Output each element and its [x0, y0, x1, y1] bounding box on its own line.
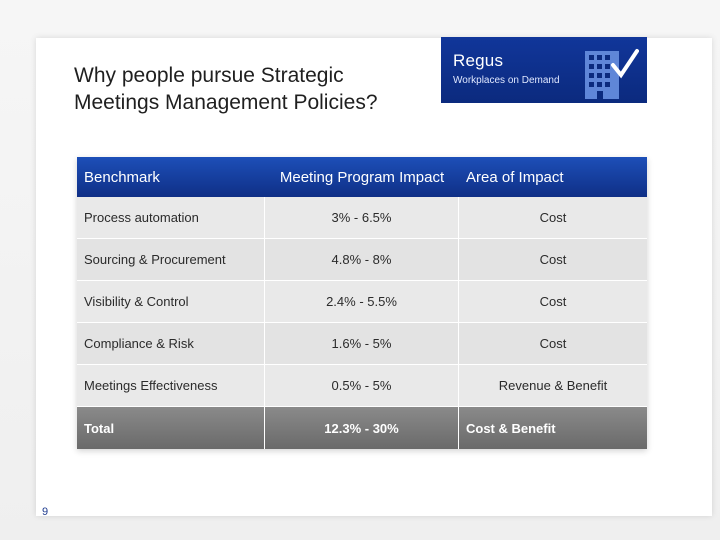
table-row [77, 281, 647, 323]
area-cell: Cost [459, 281, 647, 323]
area-cell: Cost [459, 239, 647, 281]
impact-cell: 3% - 6.5% [265, 197, 459, 239]
benchmark-cell: Sourcing & Procurement [77, 239, 265, 281]
table-total-row [77, 407, 647, 449]
impact-cell: 0.5% - 5% [265, 365, 459, 407]
regus-logo [441, 37, 647, 103]
area-cell: Cost [459, 323, 647, 365]
table-row [77, 239, 647, 281]
area-cell: Cost [459, 197, 647, 239]
total-impact: 12.3% - 30% [265, 407, 459, 449]
header-benchmark: Benchmark [84, 168, 160, 186]
impact-cell: 4.8% - 8% [265, 239, 459, 281]
logo-tagline: Workplaces on Demand [453, 75, 560, 86]
logo-name: Regus [453, 51, 504, 70]
table-row [77, 197, 647, 239]
header-meeting-program-impact: Meeting Program Impact [279, 168, 445, 186]
slide-title: Why people pursue Strategic Meetings Management Policies? [74, 64, 378, 114]
page-number: 9 [42, 506, 49, 518]
area-cell: Revenue & Benefit [459, 365, 647, 407]
benchmark-table [77, 157, 647, 449]
benchmark-cell: Visibility & Control [77, 281, 265, 323]
total-label: Total [77, 407, 265, 449]
table-row [77, 365, 647, 407]
benchmark-cell: Compliance & Risk [77, 323, 265, 365]
table-header-row [77, 157, 647, 197]
total-area: Cost & Benefit [466, 420, 556, 436]
benchmark-cell: Process automation [77, 197, 265, 239]
table-row [77, 323, 647, 365]
benchmark-cell: Meetings Effectiveness [77, 365, 265, 407]
building-icon [579, 45, 639, 99]
impact-cell: 2.4% - 5.5% [265, 281, 459, 323]
header-area-of-impact: Area of Impact [466, 168, 564, 186]
impact-cell: 1.6% - 5% [265, 323, 459, 365]
